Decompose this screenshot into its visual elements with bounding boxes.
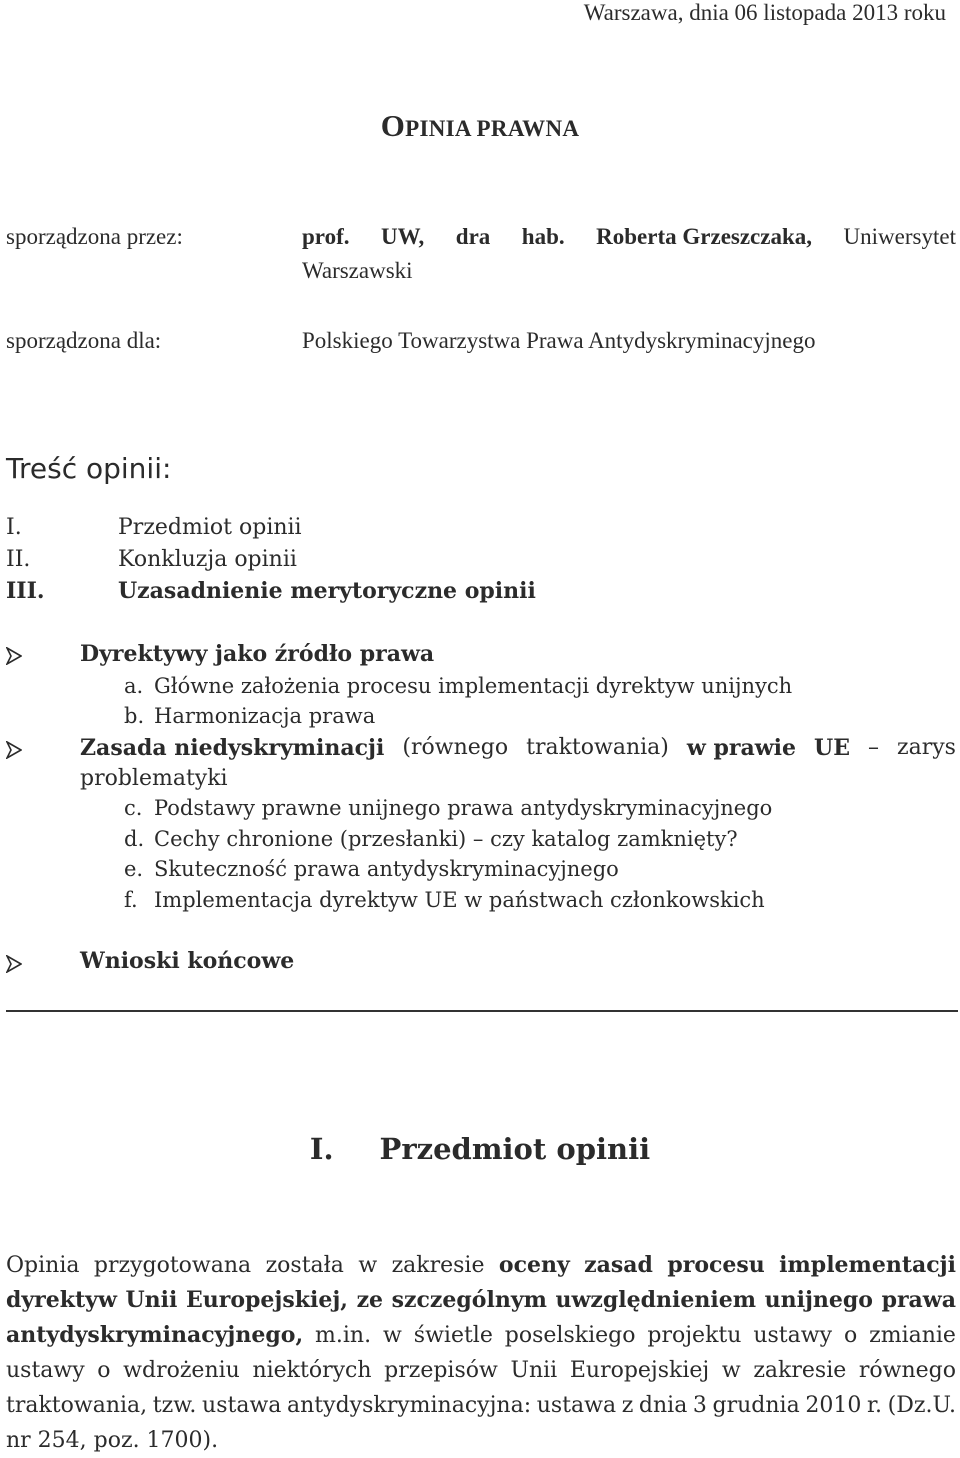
arrowhead-bullet-icon — [6, 952, 22, 977]
word: w — [383, 1323, 402, 1348]
word: ustawa — [536, 1393, 617, 1418]
word: o — [843, 1323, 858, 1348]
word: traktowania, — [6, 1393, 148, 1418]
word: Opinia — [6, 1253, 80, 1278]
document-date: Warszawa, dnia 06 listopada 2013 roku — [583, 0, 946, 25]
arrowhead-bullet-icon — [6, 644, 22, 669]
word: z — [621, 1393, 634, 1418]
word: Europejskiej — [569, 1358, 710, 1383]
word: zakresie — [391, 1253, 485, 1278]
document-title-initial: O — [380, 108, 406, 143]
word: implementacji — [779, 1252, 956, 1278]
contents-subitem — [124, 827, 738, 851]
author-word: prof. — [302, 224, 350, 249]
contents-subitem-letter: a. — [124, 674, 144, 698]
word: poselskiego — [504, 1323, 636, 1348]
word: ustawa — [202, 1393, 282, 1418]
word: tzw. — [152, 1393, 197, 1418]
word: Europejskiej, — [185, 1287, 348, 1313]
contents-item-label: Przedmiot opinii — [118, 515, 302, 540]
word: uwzględnieniem — [555, 1287, 757, 1313]
section-heading — [0, 1132, 960, 1166]
contents-group-title: Wnioski końcowe — [80, 948, 295, 974]
word: unijnego — [764, 1287, 873, 1313]
paragraph-line — [6, 1423, 956, 1458]
author-affiliation: Uniwersytet — [843, 224, 956, 249]
contents-item-number: II. — [6, 547, 31, 572]
contents-subitem-label: Implementacja dyrektyw UE w państwach członkowskich — [154, 888, 765, 912]
word: została — [265, 1253, 344, 1278]
paragraph-line — [6, 1318, 956, 1353]
word: zakresie — [753, 1358, 847, 1383]
word: ustawy — [753, 1323, 833, 1348]
paragraph-line — [6, 1283, 956, 1318]
contents-group-title: Dyrektywy jako źródło prawa — [80, 641, 435, 667]
contents-item — [6, 547, 706, 577]
word: ustawy — [6, 1358, 85, 1383]
group-title-word: – — [868, 735, 879, 760]
contents-subitem-label: Główne założenia procesu implementacji dyrektyw unijnych — [154, 674, 793, 698]
prepared-by-value — [302, 224, 956, 250]
group-title-word: UE — [814, 735, 850, 761]
word: procesu — [667, 1252, 765, 1278]
group-title-word: w prawie — [686, 735, 796, 761]
word: niektórych — [252, 1358, 372, 1383]
contents-subitem — [124, 796, 772, 820]
word: o — [97, 1358, 111, 1383]
word: nr 254, poz. 1700). — [6, 1428, 219, 1453]
word: szczególnym — [391, 1287, 547, 1313]
contents-item-label: Uzasadnienie merytoryczne opinii — [118, 578, 536, 604]
word: projektu — [647, 1323, 742, 1348]
contents-subitem-letter: e. — [124, 857, 144, 881]
word: przepisów — [384, 1358, 498, 1383]
section-paragraph — [6, 1248, 956, 1458]
contents-group-title — [80, 735, 956, 761]
word: zmianie — [869, 1323, 956, 1348]
word: (Dz.U. — [887, 1393, 956, 1418]
word: dyrektyw — [6, 1287, 117, 1313]
contents-item — [6, 578, 706, 608]
word: 3 — [692, 1393, 707, 1418]
document-title — [0, 108, 960, 144]
contents-subitem — [124, 674, 792, 698]
contents-subitem-label: Harmonizacja prawa — [154, 704, 376, 728]
word: równego — [858, 1358, 956, 1383]
contents-subitem — [124, 704, 375, 728]
contents-subitem-label: Cechy chronione (przesłanki) – czy katalog zamknięty? — [154, 827, 738, 851]
word: grudnia — [712, 1393, 800, 1418]
prepared-by-value-line2: Warszawski — [302, 258, 413, 283]
word: prawa — [881, 1287, 956, 1313]
word: świetle — [413, 1323, 493, 1348]
contents-subitem — [124, 888, 765, 912]
paragraph-line — [6, 1388, 956, 1423]
word: antydyskryminacyjnego, — [6, 1322, 304, 1348]
section-title: Przedmiot opinii — [379, 1132, 651, 1166]
word: dnia — [638, 1393, 688, 1418]
contents-item — [6, 515, 706, 545]
word: 2010 — [805, 1393, 862, 1418]
group-title-word: zarys — [897, 735, 956, 760]
contents-subitem-letter: b. — [124, 704, 145, 728]
prepared-for-value: Polskiego Towarzystwa Prawa Antydyskryminacyjnego — [302, 328, 816, 353]
section-number: I. — [309, 1132, 334, 1166]
paragraph-line — [6, 1248, 956, 1283]
document-title-rest: PINIA PRAWNA — [405, 116, 580, 141]
contents-subitem-label: Podstawy prawne unijnego prawa antydyskryminacyjnego — [154, 796, 773, 820]
word: wdrożeniu — [123, 1358, 240, 1383]
word: Unii — [510, 1358, 558, 1383]
word: antydyskryminacyjna: — [287, 1393, 532, 1418]
word: oceny — [498, 1252, 570, 1278]
contents-subitem-letter: f. — [124, 888, 138, 912]
word: r. — [866, 1393, 883, 1418]
word: m.in. — [315, 1323, 372, 1348]
author-word: dra — [455, 224, 491, 249]
group-title-word: (równego — [402, 735, 509, 760]
section-divider — [6, 1010, 958, 1012]
author-word: UW, — [381, 224, 425, 249]
word: zasad — [584, 1252, 653, 1278]
contents-subitem-label: Skuteczność prawa antydyskryminacyjnego — [154, 857, 619, 881]
contents-heading: Treść opinii: — [6, 452, 172, 485]
contents-subitem-letter: c. — [124, 796, 143, 820]
prepared-by-label: sporządzona przez: — [6, 224, 183, 249]
author-word: hab. — [521, 224, 565, 249]
contents-group-title-line2: problematyki — [80, 766, 228, 791]
word: w — [358, 1253, 378, 1278]
contents-subitem — [124, 857, 619, 881]
group-title-word: Zasada niedyskryminacji — [80, 735, 385, 761]
prepared-for-label: sporządzona dla: — [6, 328, 162, 353]
word: Unii — [125, 1287, 178, 1313]
contents-item-label: Konkluzja opinii — [118, 547, 297, 572]
contents-subitem-letter: d. — [124, 827, 145, 851]
word: przygotowana — [93, 1253, 252, 1278]
author-name-bold: Roberta Grzeszczaka, — [596, 224, 813, 249]
arrowhead-bullet-icon — [6, 738, 22, 763]
group-title-word: traktowania) — [526, 735, 669, 760]
word: ze — [356, 1287, 384, 1313]
contents-item-number: I. — [6, 515, 22, 540]
paragraph-line — [6, 1353, 956, 1388]
word: w — [721, 1358, 741, 1383]
contents-item-number: III. — [6, 578, 45, 604]
author-name — [596, 224, 812, 250]
